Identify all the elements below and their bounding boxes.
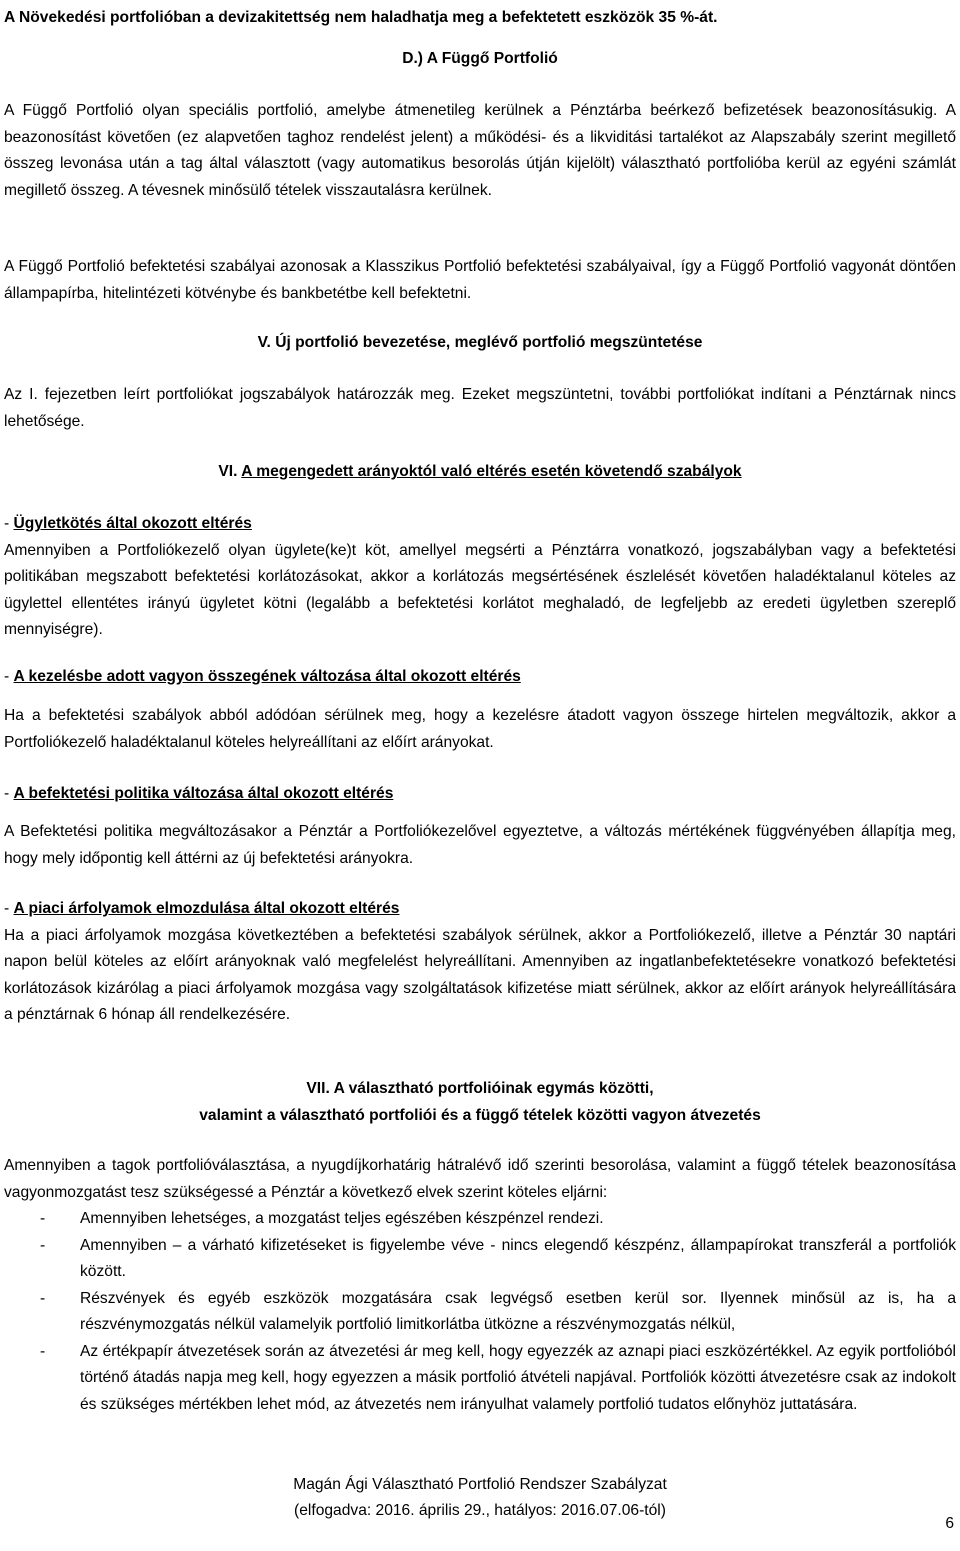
vi-item-2-body bbox=[4, 703, 956, 756]
list-item bbox=[4, 1206, 956, 1233]
vi-item-2-heading: - A kezelésbe adott vagyon összegének változása által okozott eltérés bbox=[4, 668, 521, 685]
vi-item-3-title: A befektetési politika változása által okozott eltérés bbox=[13, 785, 394, 802]
section-d bbox=[4, 46, 956, 73]
vi-item-4-title: A piaci árfolyamok elmozdulása által okozott eltérés bbox=[13, 900, 400, 917]
list-item bbox=[4, 1233, 956, 1286]
vi-item-3-text: A Befektetési politika megváltozásakor a Pénztár a Portfoliókezelővel egyeztetve, a változás mértékének függvényében állapítja meg, hogy mely időpontig kell áttérni az új befektetési arányokra. bbox=[4, 823, 956, 867]
footer-line-2: (elfogadva: 2016. április 29., hatályos: 2016.07.06-tól) bbox=[294, 1502, 666, 1519]
vi-item-3 bbox=[4, 781, 956, 808]
bullet-dash: - bbox=[40, 1289, 46, 1307]
page-number: 6 bbox=[945, 1515, 954, 1532]
vi-item-2 bbox=[4, 664, 956, 691]
vi-item-3-body bbox=[4, 819, 956, 872]
bullet-dash: - bbox=[40, 1210, 46, 1227]
top-heading: A Növekedési portfolióban a devizakitettség nem haladhatja meg a befektetett eszközök 35 %-át. bbox=[4, 9, 718, 26]
bullet-dash: - bbox=[40, 1342, 46, 1360]
section-d-paragraph-2: A Függő Portfolió befektetési szabályai azonosak a Klasszikus Portfolió befektetési szabályaival, így a Függő Portfolió vagyonát döntően állampapírba, hitelintézeti kötvénybe és bankbetétbe kell befektetni. bbox=[4, 258, 956, 302]
section-vi-title-text: A megengedett arányoktól való eltérés esetén követendő szabályok bbox=[241, 463, 742, 480]
section-v-number: V. bbox=[257, 334, 271, 351]
list-item-text: Amennyiben – a várható kifizetéseket is figyelembe véve - nincs elegendő készpénz, állampapírokat transzferál a portfoliók között. bbox=[80, 1236, 956, 1280]
vi-item-4-text: Ha a piaci árfolyamok mozgása következtében a befektetési szabályok sérülnek, akkor a Portfoliókezelő, illetve a Pénztár 30 naptári napon belül köteles az előírt arányoknak való megfelelést helyreállítani. Amennyiben az ingatlanbefektetésekre vonatkozó befektetési korlátozások kizárólag a piaci árfolyamok mozgása vagy szolgáltatások kifizetése miatt sérülnek, akkor az előírt arányok helyreállítására a pénztárnak 6 hónap áll rendelkezésére. bbox=[4, 926, 956, 1023]
list-item bbox=[4, 1339, 956, 1419]
list-item-text: Amennyiben lehetséges, a mozgatást teljes egészében készpénzel rendezi. bbox=[80, 1210, 604, 1227]
vi-item-1-title: Ügyletkötés által okozott eltérés bbox=[13, 515, 252, 532]
section-vii-number: VII. bbox=[306, 1080, 330, 1097]
vi-item-2-title: A kezelésbe adott vagyon összegének változása által okozott eltérés bbox=[13, 668, 521, 685]
section-vii-intro: Amennyiben a tagok portfolióválasztása, a nyugdíjkorhatárig hátralévő idő szerinti besorolása, valamint a függő tételek beazonosítása vagyonmozgatást tesz szükségessé a Pénztár a következő elvek szerint köteles eljárni: bbox=[4, 1157, 956, 1201]
section-vi-number: VI. bbox=[218, 463, 238, 480]
vi-item-1-text: Amennyiben a Portfoliókezelő olyan ügylete(ke)t köt, amellyel megsérti a Pénztárra vonatkozó, jogszabályban vagy a befektetési politikában megszabott befektetési korlátozásokat, akkor a korlátozás megsértésének észlelését követően haladéktalanul köteles az ügylettel ellentétes irányú ügyletet kötni (legalább a befektetési korlátot meghaladó, de legfeljebb az eredeti ügyletben szereplő mennyiségre). bbox=[4, 541, 956, 638]
section-v-title-text: Új portfolió bevezetése, meglévő portfolió megszüntetése bbox=[275, 334, 703, 351]
list-item-text: Az értékpapír átvezetések során az átvezetési ár meg kell, hogy egyezzék az aznapi piaci eszközértékkel. Az egyik portfolióból történő átadás napja meg kell, hogy egyezzen a másik portfolió átvételi napjával. Portfoliók közötti átvezetésre csak az indokolt és szükséges mértékben lehet mód, az átvezetés nem irányulhat valamely portfolió tudatos előnyhöz juttatására. bbox=[80, 1342, 956, 1413]
page-footer bbox=[0, 1472, 960, 1524]
vi-item-3-heading: - A befektetési politika változása által okozott eltérés bbox=[4, 785, 394, 802]
section-vii-bullet-list bbox=[4, 1206, 956, 1418]
section-v-title bbox=[4, 330, 956, 357]
vi-item-4-heading: - A piaci árfolyamok elmozdulása által okozott eltérés bbox=[4, 900, 400, 917]
section-vi-title bbox=[4, 459, 956, 486]
footer-line-1: Magán Ági Választható Portfolió Rendszer Szabályzat bbox=[293, 1476, 667, 1493]
section-vii-title-line-1 bbox=[4, 1076, 956, 1103]
section-d-paragraph-1: A Függő Portfolió olyan speciális portfolió, amelybe átmenetileg kerülnek a Pénztárba beérkező befizetések beazonosításukig. A beazonosítást követően (ez alapvetően taghoz rendelést jelent) a működési- és a likviditási tartalékot az Alapszabály szerint megillető összeg levonása után a tag által választott (vagy automatikus besorolás útján kijelölt) választható portfolióba kerül az egyéni számlát megillető összeg. A tévesnek minősülő tételek visszautalásra kerülnek. bbox=[4, 102, 956, 199]
section-d-title: D.) A Függő Portfolió bbox=[402, 50, 558, 67]
section-vii-body bbox=[4, 1153, 956, 1418]
section-vi bbox=[4, 459, 956, 486]
bullet-dash: - bbox=[40, 1236, 46, 1254]
section-v-body bbox=[4, 382, 956, 435]
section-v-paragraph: Az I. fejezetben leírt portfoliókat jogszabályok határozzák meg. Ezeket megszüntetni, további portfoliókat indítani a Pénztárnak nincs lehetősége. bbox=[4, 386, 956, 430]
section-vii bbox=[4, 1076, 956, 1129]
vi-item-1-heading: - Ügyletkötés által okozott eltérés bbox=[4, 515, 252, 532]
section-v bbox=[4, 330, 956, 357]
section-d-body bbox=[4, 98, 956, 204]
vi-item-2-text: Ha a befektetési szabályok abból adódóan sérülnek meg, hogy a kezelésre átadott vagyon összege hirtelen megváltozik, akkor a Portfoliókezelő haladéktalanul köteles helyreállítani az előírt arányokat. bbox=[4, 707, 956, 751]
section-vii-title-text-1: A választható portfolióinak egymás közötti, bbox=[333, 1080, 654, 1097]
list-item-text: Részvények és egyéb eszközök mozgatására csak legvégső esetben kerül sor. Ilyennek minősül az is, ha a részvénymozgatás nélkül valamelyik portfolió limitkorlátba ütközne a részvénymozgatás nélkül, bbox=[80, 1289, 956, 1333]
vi-item-1 bbox=[4, 511, 956, 644]
section-d-body-2 bbox=[4, 254, 956, 307]
vi-item-4 bbox=[4, 896, 956, 1029]
list-item bbox=[4, 1286, 956, 1339]
section-vii-title-line-2: valamint a választható portfoliói és a függő tételek közötti vagyon átvezetés bbox=[199, 1106, 761, 1124]
